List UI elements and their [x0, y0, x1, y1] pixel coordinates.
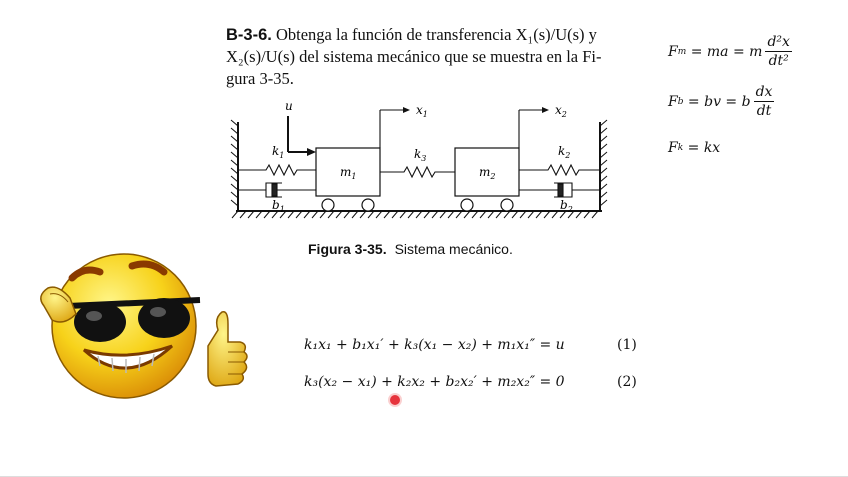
mass-2 [455, 148, 519, 211]
label-m2: m [479, 165, 491, 179]
problem-text-1: Obtenga la función de transferencia X₁(s)/U(s) y [275, 25, 597, 44]
label-x1-sub: 1 [422, 110, 428, 119]
spring-k1 [238, 165, 316, 175]
fk-mid: = kx [683, 140, 721, 156]
fk-lhs: F [668, 140, 678, 156]
fk-sub: k [677, 143, 684, 153]
svg-text:x1 [416, 103, 428, 119]
figure-caption [308, 241, 513, 257]
formula-fb [668, 84, 774, 119]
label-k2: k [558, 144, 566, 158]
x2-arrow [519, 107, 549, 148]
fm-fraction [765, 34, 791, 69]
caption-text: Sistema mecánico. [394, 241, 513, 257]
svg-text:k2 [558, 144, 570, 160]
thumbs-up-icon [208, 312, 247, 386]
fm-mid: = ma = m [686, 43, 763, 60]
label-k3: k [414, 147, 422, 161]
label-b1-sub: 1 [279, 205, 285, 214]
label-m2-sub: 2 [490, 172, 496, 181]
formula-fk [668, 140, 720, 156]
label-m1: m [340, 165, 352, 179]
caption-label: Figura 3-35. [308, 241, 387, 257]
label-b2-sub: 2 [567, 205, 573, 214]
equation-2: k₃(x₂ − x₁) + k₂x₂ + b₂x₂′ + m₂x₂″ = 0 [304, 374, 565, 390]
label-b1: b [272, 198, 280, 212]
spring-k2 [519, 165, 600, 175]
label-b2: b [560, 198, 568, 212]
svg-text:x2 [555, 103, 567, 119]
fm-lhs: F [668, 43, 678, 60]
label-m1-sub: 1 [351, 172, 357, 181]
sunglasses-thumbs-up-emoji [14, 238, 254, 413]
label-k2-sub: 2 [565, 151, 571, 160]
fb-mid: = bv = b [683, 93, 751, 110]
fm-den: dt² [768, 53, 789, 69]
label-k3-sub: 3 [421, 154, 427, 163]
problem-text-3: gura 3-35. [226, 69, 294, 88]
label-x2-sub: 2 [561, 110, 567, 119]
damper-b1 [238, 183, 316, 197]
fb-sub: b [677, 96, 684, 107]
damper-b2 [519, 183, 600, 197]
equation-1-number: (1) [617, 337, 637, 353]
problem-line-1 [226, 24, 626, 46]
label-x2: x [555, 103, 562, 117]
problem-text-2: X₂(s)/U(s) del sistema mecánico que se muestra en la Fi- [226, 47, 602, 66]
fm-sub: m [677, 46, 687, 57]
label-k1: k [272, 144, 280, 158]
svg-text:b1 [272, 198, 285, 214]
fb-num: dx [755, 84, 773, 100]
label-x1: x [416, 103, 423, 117]
problem-number: B-3-6. [226, 26, 272, 44]
label-k1-sub: 1 [279, 151, 285, 160]
mass-1 [316, 148, 380, 211]
svg-text:k1 [272, 144, 284, 160]
fb-den: dt [756, 103, 772, 119]
svg-text:k3 [414, 147, 426, 163]
force-u-arrow [288, 116, 316, 156]
problem-statement [226, 24, 626, 90]
equation-1: k₁x₁ + b₁x₁′ + k₃(x₁ − x₂) + m₁x₁″ = u [304, 337, 565, 353]
formula-fm [668, 34, 792, 69]
x1-arrow [380, 107, 410, 148]
label-u: u [285, 99, 293, 113]
spring-k3 [380, 167, 455, 177]
svg-text:b2 [560, 198, 573, 214]
fb-fraction [754, 84, 775, 119]
mechanical-system-figure [222, 98, 618, 228]
ground [232, 211, 602, 218]
equation-2-number: (2) [617, 374, 637, 390]
right-wall [600, 120, 607, 211]
fm-num: d²x [767, 34, 790, 50]
left-wall [231, 120, 238, 211]
pointer-cursor-dot [390, 395, 400, 405]
fb-lhs: F [668, 93, 678, 110]
